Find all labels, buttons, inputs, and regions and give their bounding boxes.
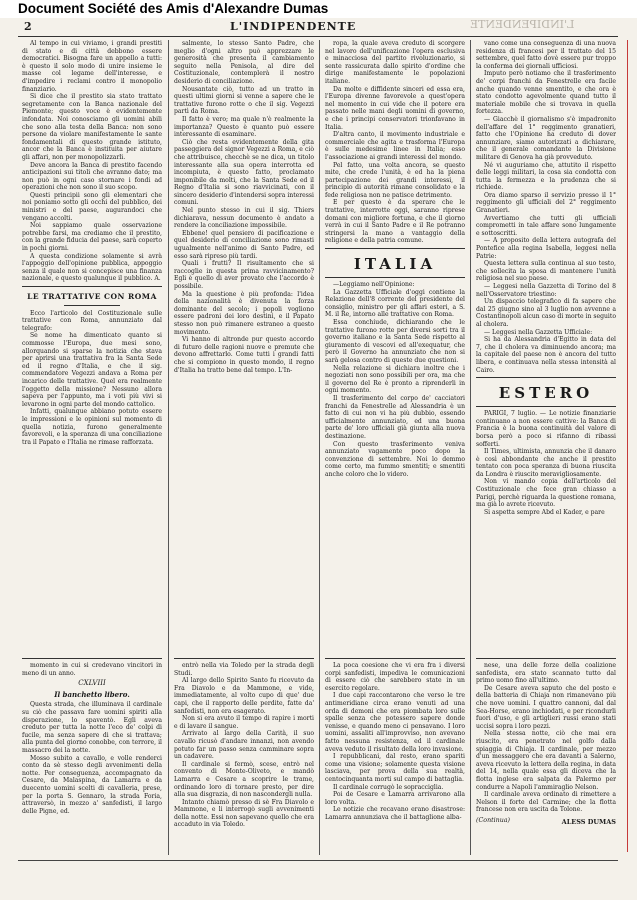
column-separator [168, 40, 169, 855]
author-signature: ALESS DUMAS [561, 817, 616, 826]
paragraph: Ma la questione è più profonda: l'idea della nazionalità è divenuta la forza dominante del secolo; i popoli vogliono essere padroni dei loro destini, e il Papato stesso non può rimanere estraneo a questo movimento. [174, 290, 314, 336]
paragraph: Al largo dello Spirito Santo fu ricevuto da Fra Diavolo e da Mammone, e vide, immediatamente, al volto cupo di que' due capi, che il rapporto delle perdite, fatte da' sanfedisti, non era esagerato. [174, 677, 314, 715]
paragraph: Arrivato al largo della Carità, il suo cavallo ricusò d'andare innanzi, non avendo potuto far un passo senza camminare sopra un cadavere. [174, 730, 314, 761]
paragraph: Mosso subito a cavallo, e volle renderci conto da sè stesso degli avvenimenti della notte. Per conseguenza, accompagnato da Cesare, da Malaspina, da Lamarra e da duecento uomini scelti di cavalleria, prese, per la porta S. Gennaro, la strada Foria, attraversò, in mezzo a' sanfedisti, il largo delle Pigne, ed. [22, 754, 162, 815]
section-heading-italia: ITALIA [353, 255, 437, 274]
paragraph: E per questo è da sperare che le trattative, interrotte oggi, saranno riprese domani con migliore fortuna, e che il giorno verrà in cui il Santo Padre e il Re potranno stringersi la mano a vantaggio della religione e della patria comune. [325, 199, 465, 245]
column-2 [174, 40, 314, 652]
paragraph: Pel fatto, una volta ancora, se questo mite, che crede l'unità, è ed ha la piena partecipazione dei grandi interessi, il principio di autorità rimane consolidato e la fede religiosa non ne patisce detrimento. [325, 161, 465, 199]
paragraph: Ecco l'articolo del Costituzionale sulle trattative con Roma, annunziato dal telegrafo: [22, 309, 162, 332]
column-separator [319, 40, 320, 855]
paragraph: Si ha da Alessandria d'Egitto in data del 7, che il cholera va diminuendo ancora; ma la capitale del paese non è ancora del tutto libera, e continuava nella stessa intensità al Cairo. [476, 336, 616, 374]
paragraph: Vi hanno di altronde pur questo accordo di futuro delle ragioni nuove e premute che devono affrettarlo. Come tutti i grandi fatti che si compiono in questo mondo, il regno d'Italia ha tratto bene dal tempo. L'In- [174, 336, 314, 374]
paragraph: I due capi raccontarono che verso le tre antimeridiane circa erano venuti ad una orda di demoni che era piombata loro sulle spalle senza che potessero sapere donde venisse, e quando meno ci pensavano. I loro uomini, assaliti all'improvviso, non avevano fatto nessuna resistenza, ed il cardinale aveva veduto il risultato della loro invasione. [325, 692, 465, 753]
feuilleton-col-4 [476, 655, 616, 855]
paragraph: — Giacchè il giornalismo s'è impadronito dell'affare del 1° reggimento granatieri, fatto che l'Opinione ha creduto di dover annunziare, siamo autorizzati a dichiarare, che il generale comandante la Divisione militare di Genova ha già provveduto. [476, 115, 616, 161]
section-rule [22, 286, 162, 287]
section-rule [325, 248, 465, 249]
paragraph: La Gazzetta Ufficiale d'oggi contiene la Relazione dell'8 corrente del presidente del consiglio, ministro per gli affari esteri, a S. M. il Re, intorno alle trattative con Roma. [325, 288, 465, 319]
paragraph: Con questo trasferimento veniva annunziato vagamente poco dopo la convenzione di settembre. Noi lo demmo come certo, ma fummo smentiti; e smentiti anche coloro che lo videro. [325, 440, 465, 478]
paragraph: La poca coesione che vi era fra i diversi corpi sanfedisti, impediva le comunicazioni di essere ciò che sarebbero state in un esercito regolare. [325, 662, 465, 692]
paragraph: D'altra canto, il movimento industriale e commerciale che agita e trasforma l'Europa è sulle medesime linee in Italia; esso l'associazione ai grandi interessi del mondo. [325, 131, 465, 161]
paragraph: — A proposito della lettera autografa del Pontefice alla regina Isabella, leggesi nella Patrie: [476, 237, 616, 260]
paragraph: Questa lettera sulla continua al suo testo, che sollecita la sposa di mantenere l'unità religiosa nel suo paese. [476, 260, 616, 283]
paragraph: Si aspetta sempre Abd el Kader, e pare [484, 508, 605, 516]
paragraph: momento in cui si credevano vincitori in meno di un anno. [22, 662, 162, 677]
paragraph: Poi de Cesare e Lamarra arrivarono alla loro volta. [325, 791, 465, 806]
section-rule [325, 277, 465, 278]
column-3 [325, 40, 465, 652]
page-number: 2 [24, 20, 32, 33]
paragraph: Né vi auguriamo che, attutito il rispetto delle leggi militari, la cosa sia condotta con tutta la fermezza e la prudenza che si richiede. [476, 161, 616, 192]
paragraph: Un dispaccio telegrafico di fa sapere che dal 25 giugno sino al 3 luglio non avvenne a Costantinopoli alcun caso di morte in seguito al cholera. [476, 298, 616, 328]
paragraph: Il cardinale si fermò, scese, entrò nel convento di Monte-Oliveto, e mandò Lamarra e Cesare a scoprire le trame, ordinando loro di tornare presto, per dire alla sua disgrazia, di non nascondergli nulla. [174, 760, 314, 799]
col1-trattative [22, 310, 162, 447]
continua-label: (Continua) [476, 816, 510, 824]
section-rule [476, 406, 616, 407]
bottom-rule [18, 860, 618, 861]
paragraph: Ebbene! quel pensiero di pacificazione e quel desiderio di conciliazione sono rimasti ugualmente nell'animo di Santo Padre, ed esso sarà ripreso più tardi. [174, 229, 314, 260]
margin-rule [627, 40, 628, 852]
paragraph: Il trasferimento del corpo de' cacciatori franchi da Fenestrelle ad Alessandria è un fatto di cui non vi ha più dubbio, essendo ufficialmente annunziato, ed una buona parte de' loro ufficiali già giunta alla nuova destinazione. [325, 394, 465, 440]
feuilleton-col-3 [325, 655, 465, 855]
paragraph: vano come una conseguenza di una nuova residenza di francesi per il trattato del 15 settembre, quel fatto dovè essere pur troppo la conferma dei giornali ufficiosi. [476, 40, 616, 70]
section-heading: LE TRATTATIVE CON ROMA [27, 292, 157, 301]
masthead-rule [18, 36, 618, 37]
chapter-title: Il banchetto libero. [54, 689, 130, 699]
bleed-through-text: L'INDIPENDENTE [470, 18, 575, 31]
paragraph: De Cesare aveva saputo che del posto e della batteria di Chiaja non rimanevano più che nove uomini. I quattro cannoni, dal dal Sea-Horse, erano inchiodati, e per ricondurli fuori d'uso, e gli artiglieri russi erano stati uccisi sopra i loro pezzi. [476, 684, 616, 730]
paragraph: Quali i frutti? Il risultamento che si raccoglie in questa prima ravvicinamento? Egli è quello di aver provato che l'accordo è possibile. [174, 260, 314, 290]
masthead [0, 18, 637, 38]
paragraph: — Leggesi nella Gazzetta di Torino del 8 nell'Osservatore triestino: [476, 283, 616, 298]
col1-article [22, 40, 162, 283]
paragraph: Nella relazione si dichiara inoltre che i negoziati non sono possibili per ora, ma che il governo del Re è pronto a riprenderli in ogni momento. [325, 364, 465, 395]
paragraph: Le notizie che recavano erano disastrose: Lamarra annunziava che il battaglione alba- [325, 806, 465, 821]
feuilleton-rule [325, 658, 465, 659]
feuilleton-rule [22, 658, 162, 659]
paragraph: entrò nella via Toledo per la strada degli Studi. [174, 662, 314, 677]
paragraph: Deve ancora la Banca di prestito facendo anticipazioni sui titoli che avranno dato; ma non può in ogni caso stornare i fondi ad operazioni che non sono il suo scopo. [22, 161, 162, 192]
paragraph: Da molte e diffidente sinceri ed essa era, l'Europa divenne favorevole a quest'opera nel momento in cui vide che il potere era passato nelle mani degli uomini di governo, e che i principi conservatori trionfavano in Italia. [325, 85, 465, 131]
paragraph: nese, una delle forze della coalizione sanfedista, era stato scannato tutto dal primo uomo fino all'ultimo. [476, 662, 616, 685]
paragraph: Imputo però notiamo che il trasferimento de' corpi franchi da Fenestrelle era facile anche quando venne smentito, e che ora è stato condotto agevolmente quand tutto il materiale mobile che si trovava in quella fortezza. [476, 70, 616, 116]
paragraph: Nousantate ciò, tutto ad un tratto in questi ultimi giorni si venne a sapere che le trattative furono rotte o che il sig. Vegezzi partì da Roma. [174, 85, 314, 116]
feuilleton-col-2 [174, 655, 314, 855]
paragraph: Questi principii sono gli elementari che noi poniamo sotto gli occhi del pubblico, dei ministri e del paese, augurandoci che vengano accolti. [22, 191, 162, 222]
paragraph: salmente, lo stesso Santo Padre, che meglio d'ogni altro può apprezzare le generosità che presenta il cambiamento seguito nella Penisola, al dire del Costituzionale, contemplerà il nostro desiderio di conciliazione. [174, 40, 314, 85]
paragraph: Nella stessa notte, ciò che mai era riuscito, era penetrato nel golfo dalla spiaggia di Chiaja. Il cardinale, per mezzo d'un messaggero che era davanti a Salerno, aveva ricevuto la lettera della regina, in data del 14, nella quale essa gli diceva che la flotta inglese era salpata da Palermo per condurre a Napoli l'ammiraglio Nelson. [476, 730, 616, 791]
paragraph: Ciò che resta evidentemente della gita passeggiera del signor Vegezzi a Roma, e ciò che attribuisce, checchè se ne dica, un titolo interessante alla sua opera interrotta ed incompiuta, è questo fatto, proclamato imponibile da molti, che la Santa Sede ed il Regno d'Italia si sono riavvicinati, con il sincero desiderio d'intendersi sopra interessi comuni. [174, 138, 314, 207]
paragraph: Intanto chiamò presso di sè Fra Diavolo e Mammone, e li interrogò sugli avvenimenti della notte. Essi non sapevano quello che era accaduto in via Toledo. [174, 798, 314, 829]
paragraph: Avvertiamo che tutti gli ufficiali comprometti in tale affare sono lungamente e sottoscritti. [476, 214, 616, 237]
paragraph: Noi sappiamo quale osservazione potrebbe farsi, ma crediamo che il prestito, con la grande fiducia del paese, sarà coperto in pochi giorni. [22, 222, 162, 253]
paper-name: L'INDIPENDENTE [230, 20, 357, 33]
column-separator [470, 40, 471, 855]
section-heading-estero: ESTERO [498, 384, 594, 403]
paragraph: — Leggesi nella Gazzetta Ufficiale: [484, 328, 593, 336]
paragraph: Infatti, qualunque abbiano potuto essere le impressioni e le opinioni sul momento di quella notizia, furono generalmente favorevoli, e la speranza di una conciliazione tra il Papato e l'Italia ne rimase rafforzata. [22, 408, 162, 446]
feuilleton-col-1 [22, 655, 162, 855]
paragraph: Al tempo in cui viviamo, i grandi prestiti di stato e di città debbono essere democratici. Bisogna fare un appello a tutti: è questo il solo modo di unire insieme le masse col legame dell'interesse, e d'impedire i reclami contro il monopolio finanziario. [22, 40, 162, 93]
paragraph: Si dice che il prestito sia stato trattato segretamente con la Banca nazionale del Piemonte; questo voce è evidentemente infondata. Noi conosciamo gli uomini abili che sono alla testa della Banca: non sono persone da violare manifestamente le sante fondamentali di questo grande istituto, ancor che la Banca è instituita per aiutare gli affari, non per monopolizzarli. [22, 93, 162, 161]
divider [64, 305, 120, 306]
paragraph: Il Times, ultimista, annunzia che il danaro è così abbondante che anche il prestito tentato con poca speranza di buona riuscita da Londra è riuscito meravigliosamente. [476, 448, 616, 478]
paragraph: PARIGI, 7 luglio. — Le notizie finanziarie continuano a non essere cattive: la Banca di Francia è la buona continuità del valore di borsa però a poco si rifanno di ribassi sofferti. [476, 410, 616, 448]
feuilleton-rule [174, 658, 314, 659]
paragraph: Essa conchiude, dichiarando che le trattative furono rotte per diversi sorti tra il governo italiano e la Santa Sede rispetto al giuramento di vescovi ed all'exequatur, che però il Governo ha annunziato che non si sarà gelosa contro di queste due questioni. [325, 319, 465, 364]
paragraph: Ora diamo sparso il servizio presso il 1° reggimento gli ufficiali del 2° reggimento Granatieri. [476, 191, 616, 215]
document-banner: Document Société des Amis d'Alexandre Dumas [0, 0, 637, 18]
paragraph: Non si era avuto il tempo di rapire i morti e di lavare il sangue. [174, 715, 314, 730]
paragraph: Il cardinale corrugò le sopracciglia. [333, 783, 444, 791]
paragraph: Nel punto stesso in cui il sig. Thiers dichiarava, nessun documento è andato a rendere la conciliazione impossibile. [174, 207, 314, 230]
paragraph: ropa, la quale aveva creduto di scorgere nel lavoro dell'unificazione l'opera esclusiva e minacciosa del partito rivoluzionario, si sente rassicurata dallo spirito d'ordine che dirige manifestamente le popolazioni italiane. [325, 40, 465, 85]
column-4 [476, 40, 616, 652]
paragraph: Non vi mando copia dell'articolo del Costituzionale che fece gran chiasso a Parigi, perchè riguarda la questione romana, ma già lo avrete ricevuto. [476, 478, 616, 509]
paragraph: Il cardinale aveva ordinato di rimettere a Nelson il forte del Carmine; che la flotta francese non era uscita da Tolone. [476, 791, 616, 814]
paragraph: Il fatto è vero; ma quale n'è realmente la importanza? Questo è quanto può essere interessante di esaminare. [174, 115, 314, 139]
section-rule [476, 377, 616, 378]
feuilleton-footer [476, 817, 616, 827]
paragraph: A questa condizione solamente si avrà l'appoggio dell'opinione pubblica, appoggio senza il quale non si concepisce una finanza nazionale, e questo qualunque il pubblico. A. [22, 252, 162, 283]
feuilleton-rule [476, 658, 616, 659]
paragraph: Questa strada, che illuminava il cardinale su ciò che passava fare uomini spiriti alla disperazione, lo spaventò. Egli aveva creduto per tutta la notte l'eco de' colpi di fucile, ma senza sapere di che si trattava; alla punta del giorno conobbe, con terrore, il massacro dei la notte. [22, 701, 162, 754]
chapter-number: CXLVIII [78, 679, 106, 688]
paragraph: —Leggiamo nell'Opinione: [333, 281, 415, 289]
paragraph: I repubblicani, dal resto, erano spariti come una visione; solamente questa visione lasciava, per prova della sua realtà, centocinquanta morti sul campo di battaglia. [325, 753, 465, 783]
paragraph: Se nome ha dimenticato quanto si commosse l'Europa, due mesi sono, allorquando si sparse la notizia che stava per aprirsi una trattativa fra la Santa Sede ed il regno d'Italia, e che il sig. commendatore Vegezzi andava a Roma per incarico delle trattative. Quel era realmente l'oggetto della missione? Nessuno allora sapeva per l'appunto, ma i voti più vivi si levarono in ogni parte del mondo cattolico. [22, 332, 162, 408]
